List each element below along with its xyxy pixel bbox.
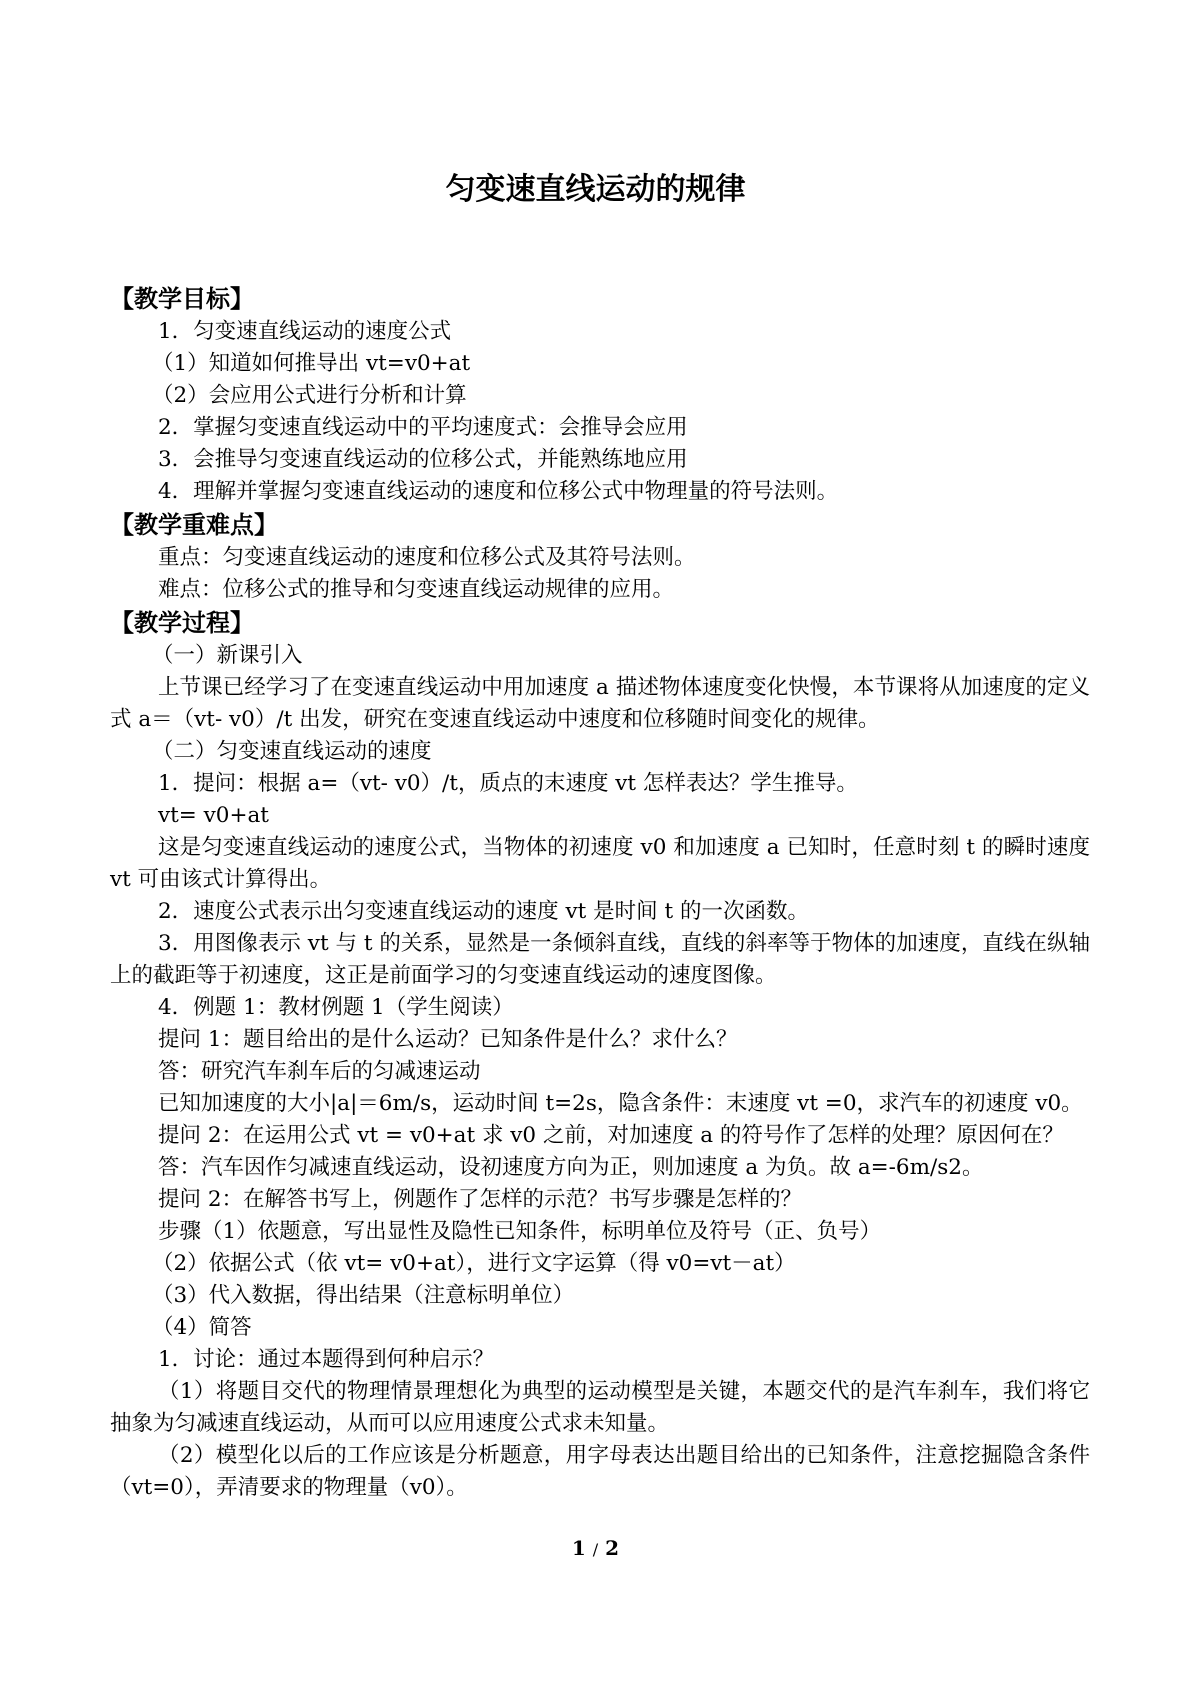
- page-total: 2: [605, 1536, 620, 1560]
- body-line: （二）匀变速直线运动的速度: [152, 739, 432, 764]
- body-line: 难点：位移公式的推导和匀变速直线运动规律的应用。: [158, 577, 675, 602]
- body-line: （2）会应用公式进行分析和计算: [152, 383, 467, 408]
- body-line: 4．例题 1：教材例题 1（学生阅读）: [158, 995, 514, 1020]
- body-line: 步骤（1）依题意，写出显性及隐性已知条件，标明单位及符号（正、负号）: [158, 1219, 882, 1244]
- body-line: 2．掌握匀变速直线运动中的平均速度式：会推导会应用: [158, 415, 688, 440]
- page-number: [0, 1534, 1191, 1564]
- formula-line: vt= v0+at: [158, 803, 269, 828]
- body-line: 提问 2：在运用公式 vt = v0+at 求 v0 之前，对加速度 a 的符号作了怎样的处理？原因何在？: [158, 1123, 1064, 1148]
- body-line: 提问 1：题目给出的是什么运动？已知条件是什么？求什么？: [158, 1027, 738, 1052]
- page-current: 1: [571, 1536, 586, 1560]
- page-separator: /: [592, 1540, 599, 1559]
- body-line: 3．会推导匀变速直线运动的位移公式，并能熟练地应用: [158, 447, 688, 472]
- document-title: 匀变速直线运动的规律: [445, 172, 746, 207]
- body-line: 提问 2：在解答书写上，例题作了怎样的示范？书写步骤是怎样的？: [158, 1187, 803, 1212]
- body-paragraph: 3．用图像表示 vt 与 t 的关系，显然是一条倾斜直线，直线的斜率等于物体的加速度，直线在纵轴上的截距等于初速度，这正是前面学习的匀变速直线运动的速度图像。: [110, 931, 1090, 988]
- body-paragraph: （2）模型化以后的工作应该是分析题意，用字母表达出题目给出的已知条件，注意挖掘隐含条件（vt=0），弄清要求的物理量（v0）。: [110, 1443, 1090, 1500]
- body-paragraph: （1）将题目交代的物理情景理想化为典型的运动模型是关键，本题交代的是汽车刹车，我们将它抽象为匀减速直线运动，从而可以应用速度公式求未知量。: [110, 1379, 1090, 1436]
- body-line: 1．讨论：通过本题得到何种启示？: [158, 1347, 495, 1372]
- body-paragraph: 已知加速度的大小|a|＝6m/s，运动时间 t=2s，隐含条件：末速度 vt =0，求汽车的初速度 v0。: [158, 1091, 1083, 1116]
- body-paragraph: 上节课已经学习了在变速直线运动中用加速度 a 描述物体速度变化快慢，本节课将从加速度的定义式 a＝（vt- v0）/t 出发，研究在变速直线运动中速度和位移随时间变化的规律。: [110, 675, 1090, 732]
- body-line: （1）知道如何推导出 vt=v0+at: [152, 351, 471, 376]
- section-heading-key-points: 【教学重难点】: [110, 511, 278, 539]
- body-line: 1．匀变速直线运动的速度公式: [158, 319, 452, 344]
- body-line: 答：研究汽车刹车后的匀减速运动: [158, 1059, 481, 1084]
- body-line: 2．速度公式表示出匀变速直线运动的速度 vt 是时间 t 的一次函数。: [158, 899, 809, 924]
- body-line: （4）简答: [152, 1315, 252, 1340]
- body-line: （3）代入数据，得出结果（注意标明单位）: [152, 1283, 575, 1308]
- section-heading-teaching-goals: 【教学目标】: [110, 285, 254, 313]
- body-paragraph: 这是匀变速直线运动的速度公式，当物体的初速度 v0 和加速度 a 已知时，任意时刻 t 的瞬时速度 vt 可由该式计算得出。: [110, 835, 1090, 892]
- body-line: （2）依据公式（依 vt= v0+at），进行文字运算（得 v0=vt－at）: [152, 1251, 796, 1276]
- document-body: [110, 282, 1090, 1504]
- body-line: 4．理解并掌握匀变速直线运动的速度和位移公式中物理量的符号法则。: [158, 479, 839, 504]
- body-line: 重点：匀变速直线运动的速度和位移公式及其符号法则。: [158, 545, 696, 570]
- body-line: 答：汽车因作匀减速直线运动，设初速度方向为正，则加速度 a 为负。故 a=-6m/s2。: [158, 1155, 984, 1180]
- section-heading-teaching-process: 【教学过程】: [110, 609, 254, 637]
- body-line: 1．提问：根据 a=（vt- v0）/t，质点的末速度 vt 怎样表达？学生推导。: [158, 771, 858, 796]
- body-line: （一）新课引入: [152, 643, 303, 668]
